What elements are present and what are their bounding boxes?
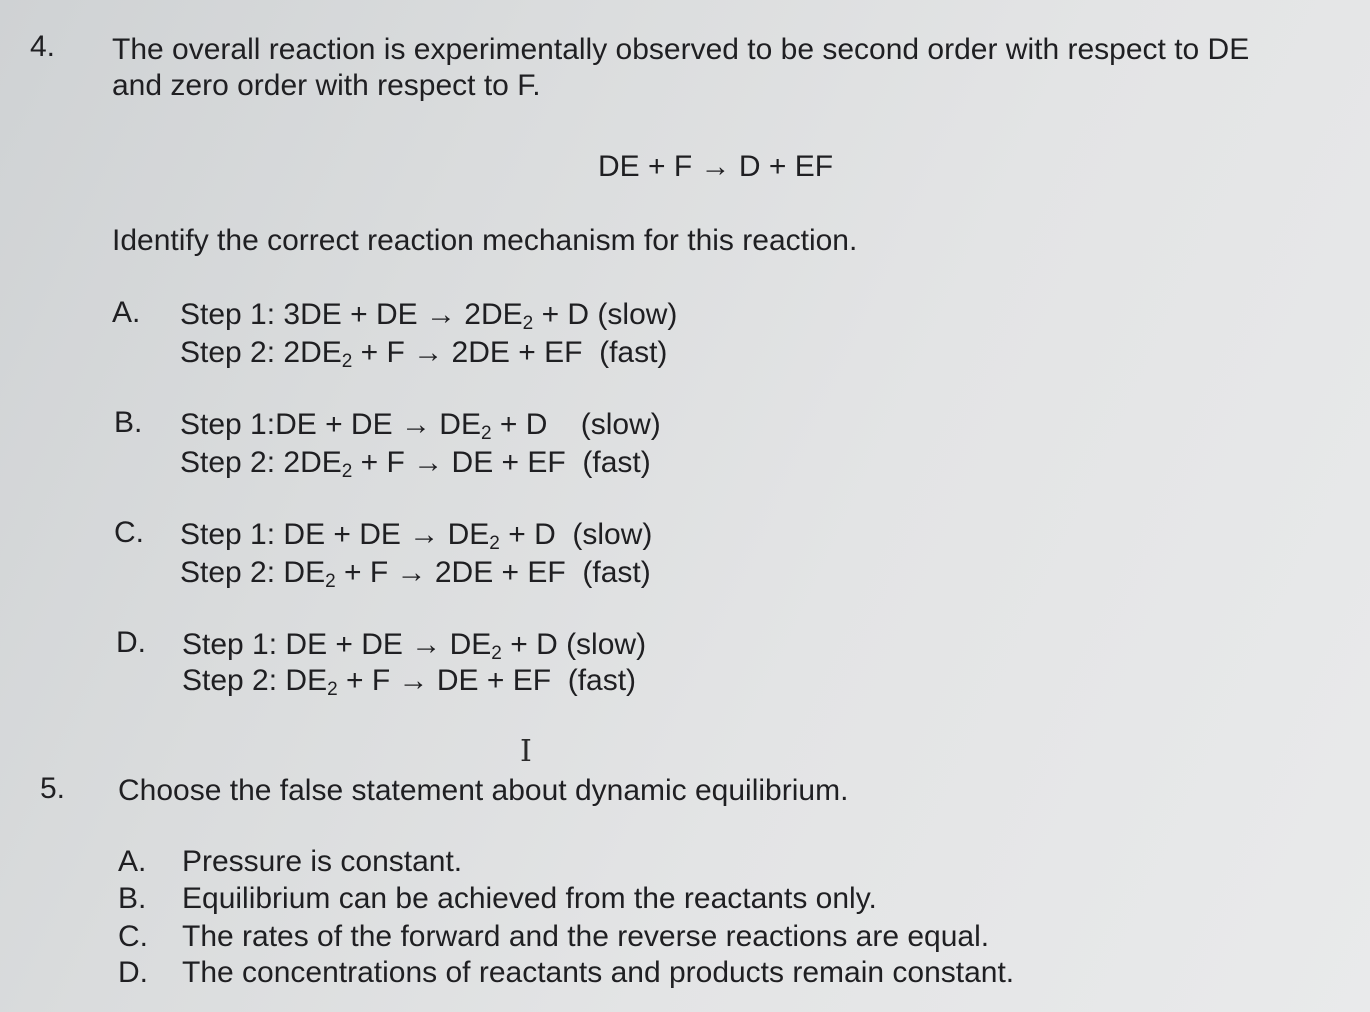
step-text: + F → 2DE + EF (fast) <box>352 336 668 369</box>
step-text: Step 2: DE <box>180 556 326 589</box>
q5-option-a-letter[interactable]: A. <box>118 845 147 878</box>
subscript: 2 <box>325 571 336 592</box>
subscript: 2 <box>491 643 502 664</box>
q4-option-c-step-2[interactable] <box>180 556 651 590</box>
subscript: 2 <box>341 351 353 372</box>
q4-option-d-letter[interactable]: D. <box>116 626 146 659</box>
step-text: + D (slow) <box>491 408 661 441</box>
step-text: Step 1: DE + DE → DE <box>180 518 490 551</box>
question-4-text-line-1: The overall reaction is experimentally observed to be second order with respect to DE <box>112 33 1250 66</box>
subscript: 2 <box>480 423 492 444</box>
q4-option-d-step-2[interactable] <box>182 664 636 698</box>
q4-option-b-step-1[interactable] <box>180 408 661 442</box>
q4-option-a-step-2[interactable] <box>180 336 667 370</box>
subscript: 2 <box>489 533 500 554</box>
step-text: Step 1: 3DE + DE → 2DE <box>180 298 523 331</box>
q5-option-c-text[interactable]: The rates of the forward and the reverse reactions are equal. <box>182 920 990 953</box>
subscript: 2 <box>327 679 338 700</box>
q5-option-c-letter[interactable]: C. <box>118 920 148 953</box>
q4-option-a-step-1[interactable] <box>180 298 677 332</box>
question-4-text-line-2: and zero order with respect to F. <box>112 69 541 102</box>
step-text: Step 2: DE <box>182 664 328 697</box>
subscript: 2 <box>341 461 353 482</box>
question-5-prompt: Choose the false statement about dynamic equilibrium. <box>118 774 849 807</box>
q4-option-c-step-1[interactable] <box>180 518 652 552</box>
step-text: + F → DE + EF (fast) <box>352 446 651 479</box>
step-text: + D (slow) <box>499 518 653 551</box>
step-text: Step 1:DE + DE → DE <box>180 408 481 441</box>
step-text: + F → 2DE + EF (fast) <box>335 556 651 589</box>
step-text: + D (slow) <box>533 298 678 331</box>
q4-option-a-letter[interactable]: A. <box>112 296 141 329</box>
q5-option-d-text[interactable]: The concentrations of reactants and products remain constant. <box>182 956 1015 989</box>
overall-equation: DE + F → D + EF <box>598 150 834 183</box>
step-text: Step 2: 2DE <box>180 336 342 369</box>
q4-option-d-step-1[interactable] <box>182 628 646 662</box>
q5-option-b-text[interactable]: Equilibrium can be achieved from the reactants only. <box>182 882 877 915</box>
step-text: + F → DE + EF (fast) <box>337 664 637 697</box>
question-5-number: 5. <box>40 772 66 805</box>
step-text: + D (slow) <box>501 628 647 661</box>
text-cursor-icon: I <box>520 734 532 769</box>
q5-option-b-letter[interactable]: B. <box>118 882 147 915</box>
q4-option-c-letter[interactable]: C. <box>114 516 144 549</box>
q5-option-a-text[interactable]: Pressure is constant. <box>182 845 463 878</box>
question-4-number: 4. <box>30 30 56 63</box>
q5-option-d-letter[interactable]: D. <box>118 956 148 989</box>
subscript: 2 <box>522 313 534 334</box>
question-4-prompt: Identify the correct reaction mechanism for this reaction. <box>112 224 858 257</box>
step-text: Step 1: DE + DE → DE <box>182 628 492 661</box>
q4-option-b-step-2[interactable] <box>180 446 651 480</box>
q4-option-b-letter[interactable]: B. <box>114 406 143 439</box>
step-text: Step 2: 2DE <box>180 446 342 479</box>
